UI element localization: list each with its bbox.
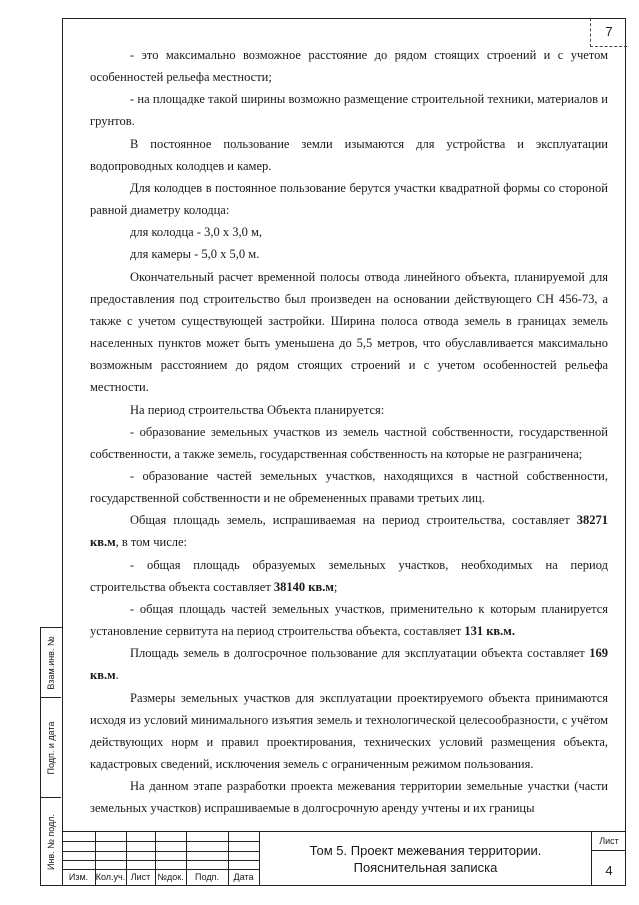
area-value: 131 кв.м.: [464, 624, 515, 639]
binding-strip: [40, 627, 62, 886]
col-head-list: Лист: [130, 872, 151, 882]
col-head-ndok: №док.: [157, 872, 184, 882]
title-block: [62, 831, 626, 886]
area-value: 38271 кв.м: [90, 513, 608, 550]
title-line-1: Том 5. Проект межевания территории.: [309, 843, 542, 858]
col-head-data: Дата: [233, 872, 254, 882]
paragraph: Окончательный расчет временной полосы отвода линейного объекта, планируемой для предоставления под строительство был произведен на основании действующего СН 456-73, а также с учетом существующей застройки. Ширина полоса отвода земель в границах земель населенных пунктов может быть уменьшена до 5,5 метров, что обуславливается максимально возможным расстоянием до рядом стоящих строений и с учетом особенностей рельефа местности.: [90, 269, 608, 395]
paragraph: На данном этапе разработки проекта межевания территории земельные участки (части земельных участков) испрашиваемые в долгосрочную аренду учтены и их границы: [90, 779, 608, 816]
paragraph: Размеры земельных участков для эксплуатации проектируемого объекта принимаются исходя из условий минимального изъятия земель и технологической целесообразности, с учётом действующих норм и правил проектирования, технических условий размещения объекта, кадастровых сведений, исключения земель с ограниченным режимом пользования.: [90, 690, 608, 771]
document-body: [90, 44, 608, 819]
paragraph-text: .: [115, 668, 119, 683]
side-cell-inv-original: [41, 798, 61, 885]
paragraph-text: , в том числе:: [115, 535, 187, 550]
paragraph-text: Площадь земель в долгосрочное пользование для эксплуатации объекта составляет: [130, 646, 590, 661]
paragraph-text: - общая площадь образуемых земельных участков, необходимых на период строительства объекта составляет: [90, 557, 608, 594]
col-head-podp: Подп.: [195, 872, 219, 882]
side-label-inv-replace: Взам.инв. №: [46, 635, 56, 690]
document-title: [259, 832, 592, 886]
area-value: 169 кв.м: [90, 646, 608, 683]
paragraph: [90, 642, 608, 686]
paragraph: - образование частей земельных участков, находящихся в частной собственности, государственной собственности и не обремененных правами третьих лиц.: [90, 468, 608, 506]
paragraph: На период строительства Объекта планируется:: [130, 402, 385, 417]
paragraph-text: - общая площадь частей земельных участков, применительно к которым планируется установление сервитута на период строительства объекта, составляет: [90, 601, 608, 639]
paragraph: В постоянное пользование земли изымаются для устройства и эксплуатации водопроводных колодцев и камер.: [90, 136, 608, 173]
paragraph: [90, 598, 608, 642]
side-label-sign-date: Подп. и дата: [46, 720, 56, 775]
sheet-number: 4: [605, 863, 613, 878]
title-line-2: Пояснительная записка: [353, 860, 498, 875]
side-label-inv-original: Инв. № подл.: [46, 813, 56, 870]
corner-page-number: 7: [590, 18, 627, 47]
paragraph: Для колодцев в постоянное пользование берутся участки квадратной формы со стороной равной диаметру колодца:: [90, 180, 608, 218]
paragraph: - образование земельных участков из земель частной собственности, государственной собственности, а также земель, государственная собственность на которые не разграничена;: [90, 424, 608, 461]
sheet-label: Лист: [592, 832, 626, 851]
paragraph: для колодца - 3,0 х 3,0 м,: [130, 225, 263, 240]
paragraph: [90, 509, 608, 553]
side-cell-sign-date: [41, 698, 61, 798]
paragraph-text: ;: [333, 579, 338, 594]
paragraph: - это максимально возможное расстояние до рядом стоящих строений и с учетом особенностей рельефа местности;: [90, 48, 608, 85]
sheet-box: [592, 832, 626, 886]
area-value: 38140 кв.м: [273, 579, 334, 594]
paragraph: [90, 554, 608, 598]
col-head-kol-uch: Кол.уч.: [95, 872, 126, 882]
side-cell-inv-replace: [41, 628, 61, 698]
col-head-izm: Изм.: [68, 872, 89, 882]
paragraph-text: Общая площадь земель, испрашиваемая на период строительства, составляет: [130, 513, 577, 528]
paragraph: для камеры - 5,0 х 5,0 м.: [130, 247, 260, 262]
paragraph: - на площадке такой ширины возможно размещение строительной техники, материалов и грунтов.: [90, 92, 608, 129]
revision-table: [62, 832, 259, 886]
